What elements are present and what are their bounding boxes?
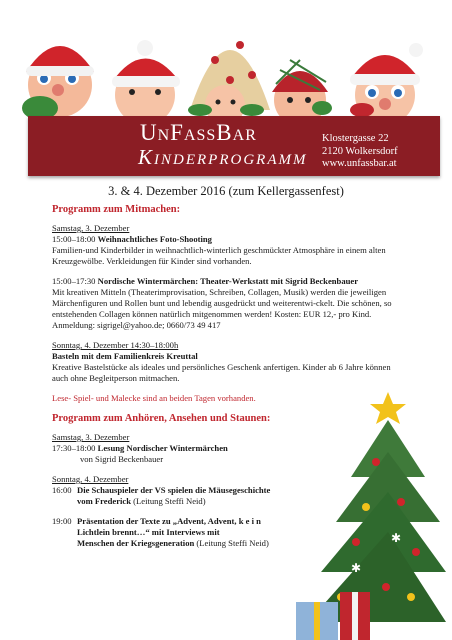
- item2-heading: [52, 276, 397, 287]
- svg-text:✱: ✱: [351, 561, 362, 575]
- s2-item2-leader: (Leitung Steffi Neid): [131, 496, 206, 506]
- s2-item3-line2: Lichtlein brennt…“ mit Interviews mit: [77, 527, 220, 537]
- s2-item2-title2: vom Frederick: [77, 496, 132, 506]
- item1-heading: [52, 234, 397, 245]
- item1-title: Weihnachtliches Foto-Shooting: [97, 234, 212, 244]
- logo-title: UnFassBar: [140, 120, 257, 145]
- star-icon: [370, 392, 406, 424]
- item2-desc: Mit kreativen Mitteln (Theaterimprovisation, Schreiben, Collagen, Musik) werden die jeweiligen Märchenfiguren und Rollen bunt und lebendig ausgedrückt und weiterentwi-ckelt. Die schönen, so entstehenden Collagen können natürlich mitgenommen werden! Kosten: EUR 12,- pro Kind. Anmeldung: sigrigel@yahoo.de; 0660/73 49 417: [52, 287, 392, 330]
- address-web[interactable]: www.unfassbar.at: [322, 158, 397, 169]
- item3-title: Basteln mit dem Familienkreis Kreuttal: [52, 351, 198, 361]
- s2-item1-time: 17:30–18:00: [52, 443, 96, 453]
- section1-day1: Samstag, 3. Dezember: [52, 223, 130, 233]
- s2-item2-title1: Die Schauspieler der VS spielen die Mäusegeschichte: [77, 485, 271, 495]
- section1-day2: Sonntag, 4. Dezember 14:30–18:00h: [52, 340, 179, 350]
- logo-subtitle: Kinderprogramm: [138, 145, 308, 169]
- event-date: 3. & 4. Dezember 2016 (zum Kellergassenfest): [108, 184, 344, 198]
- address-city: 2120 Wolkersdorf: [322, 145, 398, 157]
- elf-santa-hat: [112, 40, 180, 125]
- svg-text:✱: ✱: [391, 531, 402, 545]
- s2-item3-time: 19:00: [52, 516, 72, 526]
- item2-title: Nordische Wintermärchen: Theater-Werkstatt mit Sigrid Beckenbauer: [97, 276, 359, 286]
- s2-item1-sub: von Sigrid Beckenbauer: [80, 454, 164, 464]
- s2-item1-title: Lesung Nordischer Wintermärchen: [97, 443, 228, 453]
- address-block: [322, 133, 398, 171]
- s2-item3-line1: Präsentation der Texte zu „Advent, Advent, k e i n: [77, 516, 261, 526]
- elf-santa-right: [350, 43, 423, 125]
- s2-item3-line3: Menschen der Kriegsgeneration: [77, 538, 195, 548]
- address-street: Klostergasse 22: [322, 133, 389, 144]
- item3-desc: Kreative Bastelstücke als ideales und persönliches Geschenk anfertigen. Kinder ab 6 Jahre können auch ohne Begleitperson mitmachen.: [52, 362, 391, 383]
- section2-heading: Programm zum Anhören, Ansehen und Staunen:: [52, 413, 271, 424]
- section1-heading: Programm zum Mitmachen:: [52, 204, 181, 215]
- item2-time: 15:00–17:30: [52, 276, 96, 286]
- s2-item3-leader: (Leitung Steffi Neid): [194, 538, 269, 548]
- item1-desc: Familien-und Kinderbilder in weihnachtlich-winterlich geschmückter Atmosphäre in einem alten Kreuzgewölbe. Verkleidungen für Kinder sind vorhanden.: [52, 245, 386, 266]
- christmas-tree-illustration: [296, 392, 446, 640]
- elf-red-hat-left: [22, 46, 94, 120]
- elf-cream-hat: [188, 41, 270, 125]
- section2-day2: Sonntag, 4. Dezember: [52, 474, 129, 484]
- section2-day1: Samstag, 3. Dezember: [52, 432, 130, 442]
- item1-time: 15:00–18:00: [52, 234, 96, 244]
- s2-item2-time: 16:00: [52, 485, 72, 495]
- note-line: Lese- Spiel- und Malecke sind an beiden Tagen vorhanden.: [52, 393, 256, 403]
